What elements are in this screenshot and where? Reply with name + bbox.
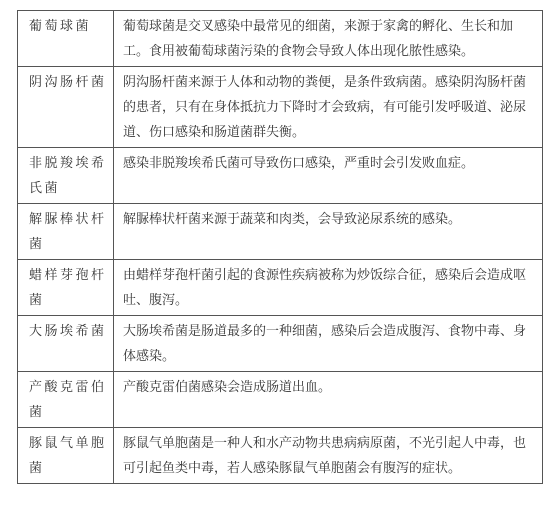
bacteria-table — [17, 10, 543, 484]
bacteria-description-cell: 葡萄球菌是交叉感染中最常见的细菌，来源于家禽的孵化、生长和加工。食用被葡萄球菌污染的食物会导致人体出现化脓性感染。 — [114, 11, 543, 67]
bacteria-table-body — [18, 11, 543, 484]
bacteria-name-cell: 产酸克雷伯菌 — [18, 372, 114, 428]
bacteria-description-cell: 阴沟肠杆菌来源于人体和动物的粪便，是条件致病菌。感染阴沟肠杆菌的患者，只有在身体抵抗力下降时才会致病，有可能引发呼吸道、泌尿道、伤口感染和肠道菌群失衡。 — [114, 67, 543, 148]
bacteria-description-cell: 大肠埃希菌是肠道最多的一种细菌，感染后会造成腹泻、食物中毒、身体感染。 — [114, 316, 543, 372]
table-row — [18, 260, 543, 316]
table-row — [18, 148, 543, 204]
bacteria-name-cell: 豚鼠气单胞菌 — [18, 428, 114, 484]
table-row — [18, 316, 543, 372]
bacteria-name-cell: 阴沟肠杆菌 — [18, 67, 114, 148]
bacteria-description-cell: 豚鼠气单胞菌是一种人和水产动物共患病病原菌，不光引起人中毒，也可引起鱼类中毒，若人感染豚鼠气单胞菌会有腹泻的症状。 — [114, 428, 543, 484]
bacteria-description-cell: 解脲棒状杆菌来源于蔬菜和肉类，会导致泌尿系统的感染。 — [114, 204, 543, 260]
bacteria-description-cell: 由蜡样芽孢杆菌引起的食源性疾病被称为炒饭综合征，感染后会造成呕吐、腹泻。 — [114, 260, 543, 316]
bacteria-name-cell: 解脲棒状杆菌 — [18, 204, 114, 260]
table-row — [18, 67, 543, 148]
bacteria-name-cell: 非脱羧埃希氏菌 — [18, 148, 114, 204]
bacteria-table-container — [17, 10, 542, 484]
bacteria-description-cell: 产酸克雷伯菌感染会造成肠道出血。 — [114, 372, 543, 428]
bacteria-description-cell: 感染非脱羧埃希氏菌可导致伤口感染，严重时会引发败血症。 — [114, 148, 543, 204]
bacteria-name-cell: 大肠埃希菌 — [18, 316, 114, 372]
table-row — [18, 428, 543, 484]
table-row — [18, 11, 543, 67]
table-row — [18, 372, 543, 428]
bacteria-name-cell: 蜡样芽孢杆菌 — [18, 260, 114, 316]
bacteria-name-cell: 葡萄球菌 — [18, 11, 114, 67]
table-row — [18, 204, 543, 260]
